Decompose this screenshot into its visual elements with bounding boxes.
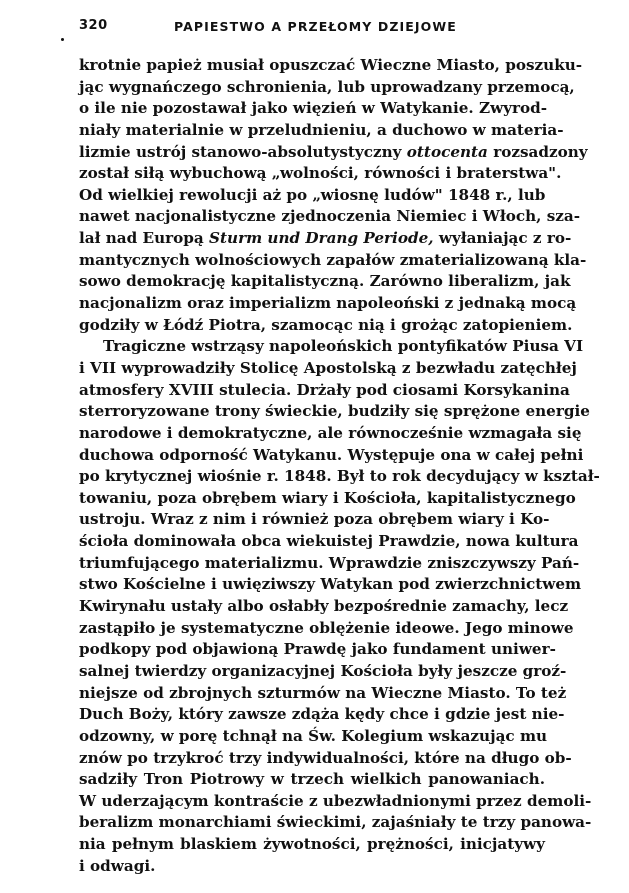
text-line: salnej twierdzy organizacyjnej Kościoła były jeszcze groź-: [79, 661, 567, 680]
text-line: beralizm monarchiami świeckimi, zajaśniały te trzy panowa-: [79, 813, 592, 832]
text-segment: lał nad Europą: [79, 229, 204, 248]
text-line: sadziły Tron Piotrowy w trzech wielkich panowaniach.: [79, 770, 545, 789]
text-line: nia pełnym blaskiem żywotności, prężności, inicjatywy: [79, 835, 545, 854]
text-line: niały materialnie w przeludnieniu, a duchowo w materia-: [79, 120, 564, 139]
text-line: duchowa odporność Watykanu. Występuje ona w całej pełni: [79, 445, 584, 464]
page-number: 320: [79, 18, 108, 33]
text-line: o ile nie pozostawał jako więzień w Watykanie. Zwyrod-: [79, 99, 548, 118]
text-line: krotnie papież musiał opuszczać Wieczne Miasto, poszuku-: [79, 56, 583, 74]
text-line: znów po trzykroć trzy indywidualności, które na długo ob-: [79, 748, 572, 767]
text-line: Od wielkiej rewolucji aż po „wiosnę ludów" 1848 r., lub: [79, 185, 546, 204]
text-line: godziły w Łódź Piotra, szamocąc nią i grożąc zatopieniem.: [79, 315, 573, 334]
text-line: niejsze od zbrojnych szturmów na Wieczne Miasto. To też: [79, 683, 567, 702]
text-line: [79, 228, 572, 250]
text-line: Duch Boży, który zawsze zdąża kędy chce i gdzie jest nie-: [79, 705, 565, 724]
text-line: W uderzającym kontraście z ubezwładnionymi przez demoli-: [79, 791, 592, 810]
text-line: i odwagi.: [79, 856, 156, 875]
text-line: Kwirynału ustały albo osłabły bezpośrednie zamachy, lecz: [79, 597, 569, 616]
text-line: [79, 142, 588, 164]
margin-dot: [61, 38, 64, 41]
text-line: towaniu, poza obrębem wiary i Kościoła, kapitalistycznego: [79, 488, 576, 507]
body-text: [79, 55, 600, 877]
paragraph-first-line: Tragiczne wstrząsy napoleońskich pontyfikatów Piusa VI: [103, 337, 584, 356]
text-line: mantycznych wolnościowych zapałów zmaterializowaną kla-: [79, 250, 587, 269]
text-segment: wyłaniając z ro-: [438, 229, 572, 248]
italic-term: Sturm und Drang Periode,: [209, 229, 434, 248]
text-line: sowo demokrację kapitalistyczną. Zarówno liberalizm, jak: [79, 272, 571, 291]
text-line: narodowe i demokratyczne, ale równocześnie wzmagała się: [79, 423, 582, 442]
text-line: został siłą wybuchową „wolności, równości i braterstwa".: [79, 164, 562, 183]
text-line: odzowny, w porę tchnął na Św. Kolegium wskazując mu: [79, 726, 548, 745]
text-line: atmosfery XVIII stulecia. Drżały pod ciosami Korsykanina: [79, 380, 570, 399]
text-line: zastąpiło je systematyczne oblężenie ideowe. Jego minowe: [79, 618, 574, 637]
text-line: triumfującego materializmu. Wprawdzie zniszczywszy Pań-: [79, 553, 580, 572]
text-segment: lizmie ustrój stanowo-absolutystyczny: [79, 142, 402, 161]
italic-term: ottocenta: [406, 142, 488, 161]
text-line: stwo Kościelne i uwięziwszy Watykan pod zwierzchnictwem: [79, 575, 582, 594]
text-line: ustroju. Wraz z nim i również poza obrębem wiary i Ko-: [79, 510, 550, 529]
text-line: jąc wygnańczego schronienia, lub uprowadzany przemocą,: [79, 77, 575, 96]
text-line: sterroryzowane trony świeckie, budziły się sprężone energie: [79, 402, 590, 421]
text-line: i VII wyprowadziły Stolicę Apostolską z bezwładu zatęchłej: [79, 358, 577, 377]
text-line: po krytycznej wiośnie r. 1848. Był to rok decydujący w kształ-: [79, 467, 600, 486]
text-line: nawet nacjonalistyczne zjednoczenia Niemiec i Włoch, sza-: [79, 207, 581, 226]
text-line: nacjonalizm oraz imperializm napoleoński z jednaką mocą: [79, 294, 577, 313]
text-segment: rozsadzony: [493, 142, 588, 161]
page-header: [79, 18, 549, 38]
text-line: ścioła dominowała obca wiekuistej Prawdzie, nowa kultura: [79, 532, 579, 551]
text-line: podkopy pod objawioną Prawdę jako fundament uniwer-: [79, 640, 556, 659]
running-title: PAPIESTWO A PRZEŁOMY DZIEJOWE: [174, 19, 457, 34]
